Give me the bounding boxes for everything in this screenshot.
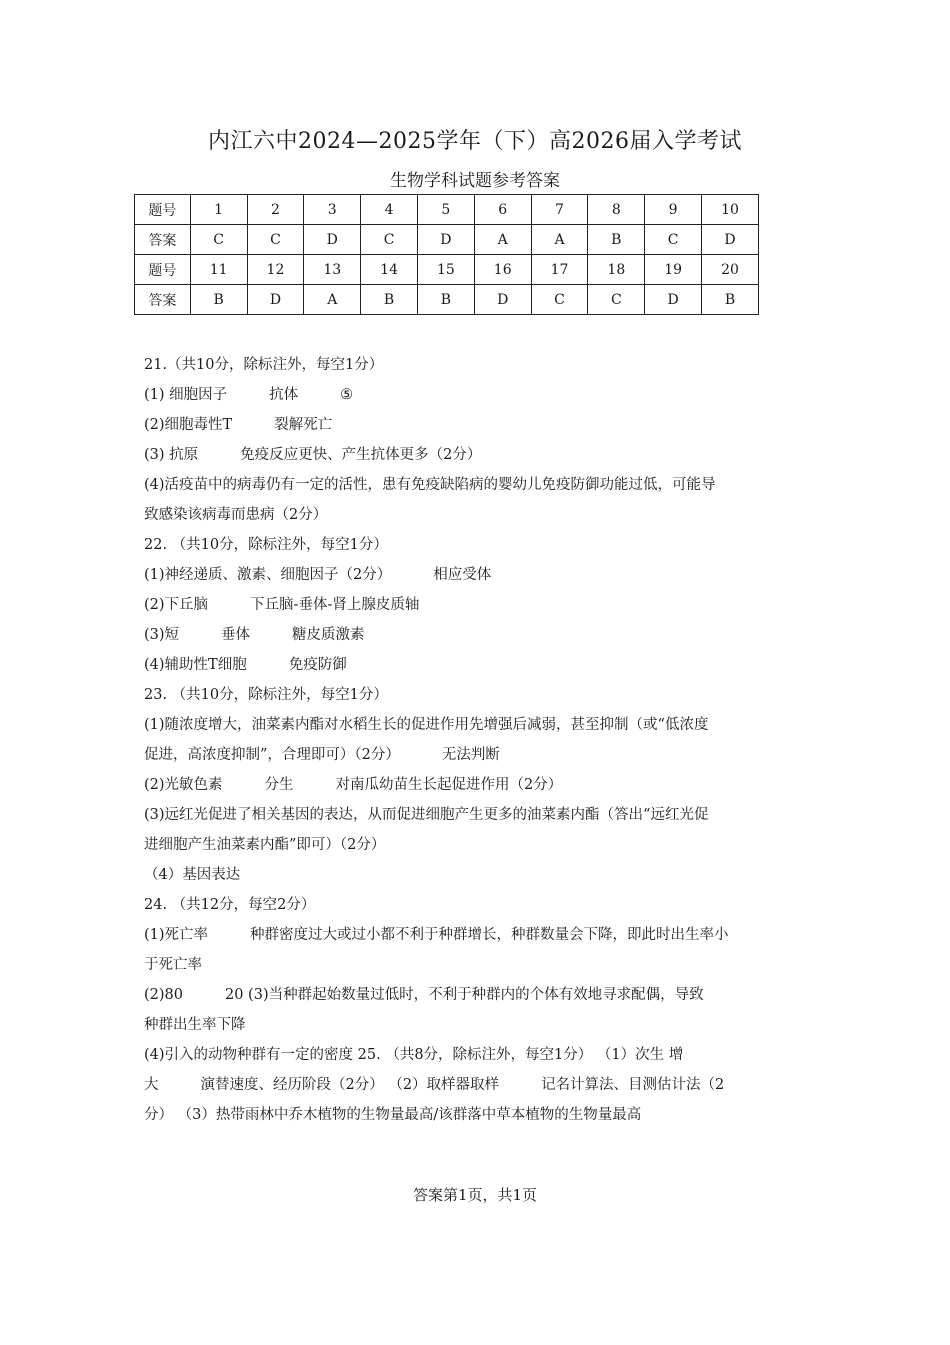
answer-line: [144, 800, 812, 830]
table-cell: D: [417, 225, 474, 255]
answer-segment: 分） （3）热带雨林中乔木植物的生物量最高/该群落中草本植物的生物量最高: [144, 1107, 642, 1123]
answer-segment: (1)神经递质、激素、细胞因子（2分）: [144, 567, 392, 583]
table-cell: B: [702, 285, 759, 315]
answer-line: [144, 440, 812, 470]
answer-line: [144, 380, 812, 410]
answer-segment: 记名计算法、目测估计法（2: [541, 1077, 725, 1093]
answer-segment: (3)远红光促进了相关基因的表达，从而促进细胞产生更多的油菜素内酯（答出“远红光促: [144, 807, 709, 823]
answer-segment: 24. （共12分，每空2分）: [144, 897, 316, 913]
answer-segment: (4)引入的动物种群有一定的密度 25. （共8分，除标注外，每空1分） （1）次生 增: [144, 1047, 684, 1063]
answer-segment: 大: [144, 1077, 159, 1093]
answer-line: [144, 1010, 812, 1040]
answer-text: [144, 350, 812, 1130]
answer-line: [144, 410, 812, 440]
table-cell: 17: [531, 255, 588, 285]
answer-segment: (4)活疫苗中的病毒仍有一定的活性，患有免疫缺陷病的婴幼儿免疫防御功能过低，可能导: [144, 477, 716, 493]
page-title: 内江六中2024—2025学年（下）高2026届入学考试: [208, 129, 742, 154]
table-cell: 10: [702, 195, 759, 225]
table-cell: 13: [304, 255, 361, 285]
answer-segment: (2)下丘脑: [144, 597, 209, 613]
answer-line: [144, 920, 812, 950]
table-cell: C: [588, 285, 645, 315]
answer-segment: 进细胞产生油菜素内酯”即可）（2分）: [144, 837, 386, 853]
answer-segment: 下丘脑-垂体-肾上腺皮质轴: [250, 597, 420, 613]
answer-segment: (3) 抗原: [144, 447, 199, 463]
answer-segment: ⑤: [340, 387, 354, 403]
answer-segment: (1) 细胞因子: [144, 387, 228, 403]
answer-line: [144, 500, 812, 530]
answer-line: [144, 1100, 812, 1130]
row-label: 答案: [135, 225, 191, 255]
table-row: [135, 255, 759, 285]
table-cell: A: [304, 285, 361, 315]
page-footer: 答案第1页，共1页: [412, 1186, 538, 1204]
answer-line: [144, 1040, 812, 1070]
answer-segment: (2)光敏色素: [144, 777, 223, 793]
table-cell: 16: [474, 255, 531, 285]
answer-segment: 于死亡率: [144, 957, 202, 973]
answer-segment: 促进，高浓度抑制”，合理即可）（2分）: [144, 747, 400, 763]
table-cell: B: [361, 285, 418, 315]
answer-line: [144, 680, 812, 710]
table-cell: D: [474, 285, 531, 315]
answer-segment: 种群出生率下降: [144, 1017, 246, 1033]
answer-segment: (2)80: [144, 987, 183, 1003]
answer-line: [144, 560, 812, 590]
table-cell: 6: [474, 195, 531, 225]
table-cell: 8: [588, 195, 645, 225]
answer-segment: （4）基因表达: [144, 867, 241, 883]
answer-segment: 23. （共10分，除标注外，每空1分）: [144, 687, 388, 703]
answer-line: [144, 530, 812, 560]
answer-segment: 无法判断: [441, 747, 500, 763]
answer-segment: 相应受体: [433, 567, 492, 583]
table-cell: B: [588, 225, 645, 255]
answer-segment: (2)细胞毒性T: [144, 417, 233, 433]
answer-segment: 分生: [264, 777, 294, 793]
answer-line: [144, 710, 812, 740]
answer-line: [144, 470, 812, 500]
answer-segment: 裂解死亡: [274, 417, 333, 433]
row-label: 题号: [135, 255, 191, 285]
table-cell: 2: [247, 195, 304, 225]
row-label: 题号: [135, 195, 191, 225]
table-cell: C: [361, 225, 418, 255]
answer-line: [144, 830, 812, 860]
table-cell: C: [190, 225, 247, 255]
answer-line: [144, 950, 812, 980]
table-cell: A: [474, 225, 531, 255]
table-cell: 3: [304, 195, 361, 225]
answer-line: [144, 350, 812, 380]
table-cell: B: [190, 285, 247, 315]
answer-segment: 抗体: [269, 387, 299, 403]
table-cell: 14: [361, 255, 418, 285]
answer-line: [144, 890, 812, 920]
table-cell: D: [247, 285, 304, 315]
answer-segment: 种群密度过大或过小都不利于种群增长，种群数量会下降，即此时出生率小: [250, 927, 729, 943]
answer-segment: 糖皮质激素: [292, 627, 365, 643]
answer-segment: (1)随浓度增大，油菜素内酯对水稻生长的促进作用先增强后减弱，甚至抑制（或“低浓度: [144, 717, 709, 733]
table-cell: D: [702, 225, 759, 255]
table-cell: 1: [190, 195, 247, 225]
answer-line: [144, 860, 812, 890]
answer-line: [144, 1070, 812, 1100]
table-cell: 20: [702, 255, 759, 285]
table-cell: D: [304, 225, 361, 255]
table-cell: C: [531, 285, 588, 315]
answer-segment: 21.（共10分，除标注外，每空1分）: [144, 357, 384, 373]
answer-segment: 垂体: [221, 627, 251, 643]
table-row: [135, 225, 759, 255]
answer-line: [144, 740, 812, 770]
answer-line: [144, 980, 812, 1010]
page-subtitle: 生物学科试题参考答案: [390, 171, 560, 191]
answer-segment: 致感染该病毒而患病（2分）: [144, 507, 328, 523]
answer-table: [134, 194, 759, 315]
table-cell: 11: [190, 255, 247, 285]
table-cell: C: [645, 225, 702, 255]
table-cell: 4: [361, 195, 418, 225]
answer-line: [144, 590, 812, 620]
table-row: [135, 285, 759, 315]
answer-segment: (4)辅助性T细胞: [144, 657, 247, 673]
table-cell: B: [417, 285, 474, 315]
answer-segment: (3)短: [144, 627, 180, 643]
table-row: [135, 195, 759, 225]
answer-segment: 20 (3)当种群起始数量过低时，不利于种群内的个体有效地寻求配偶，导致: [225, 987, 704, 1003]
table-cell: C: [247, 225, 304, 255]
answer-segment: 22. （共10分，除标注外，每空1分）: [144, 537, 388, 553]
table-cell: 5: [417, 195, 474, 225]
table-cell: A: [531, 225, 588, 255]
answer-segment: (1)死亡率: [144, 927, 209, 943]
table-cell: D: [645, 285, 702, 315]
answer-segment: 免疫反应更快、产生抗体更多（2分）: [240, 447, 482, 463]
answer-segment: 对南瓜幼苗生长起促进作用（2分）: [335, 777, 563, 793]
table-cell: 9: [645, 195, 702, 225]
table-cell: 12: [247, 255, 304, 285]
table-cell: 15: [417, 255, 474, 285]
row-label: 答案: [135, 285, 191, 315]
table-cell: 18: [588, 255, 645, 285]
answer-segment: 免疫防御: [288, 657, 347, 673]
answer-line: [144, 770, 812, 800]
answer-line: [144, 650, 812, 680]
table-cell: 19: [645, 255, 702, 285]
answer-line: [144, 620, 812, 650]
answer-segment: 演替速度、经历阶段（2分） （2）取样器取样: [200, 1077, 500, 1093]
table-cell: 7: [531, 195, 588, 225]
